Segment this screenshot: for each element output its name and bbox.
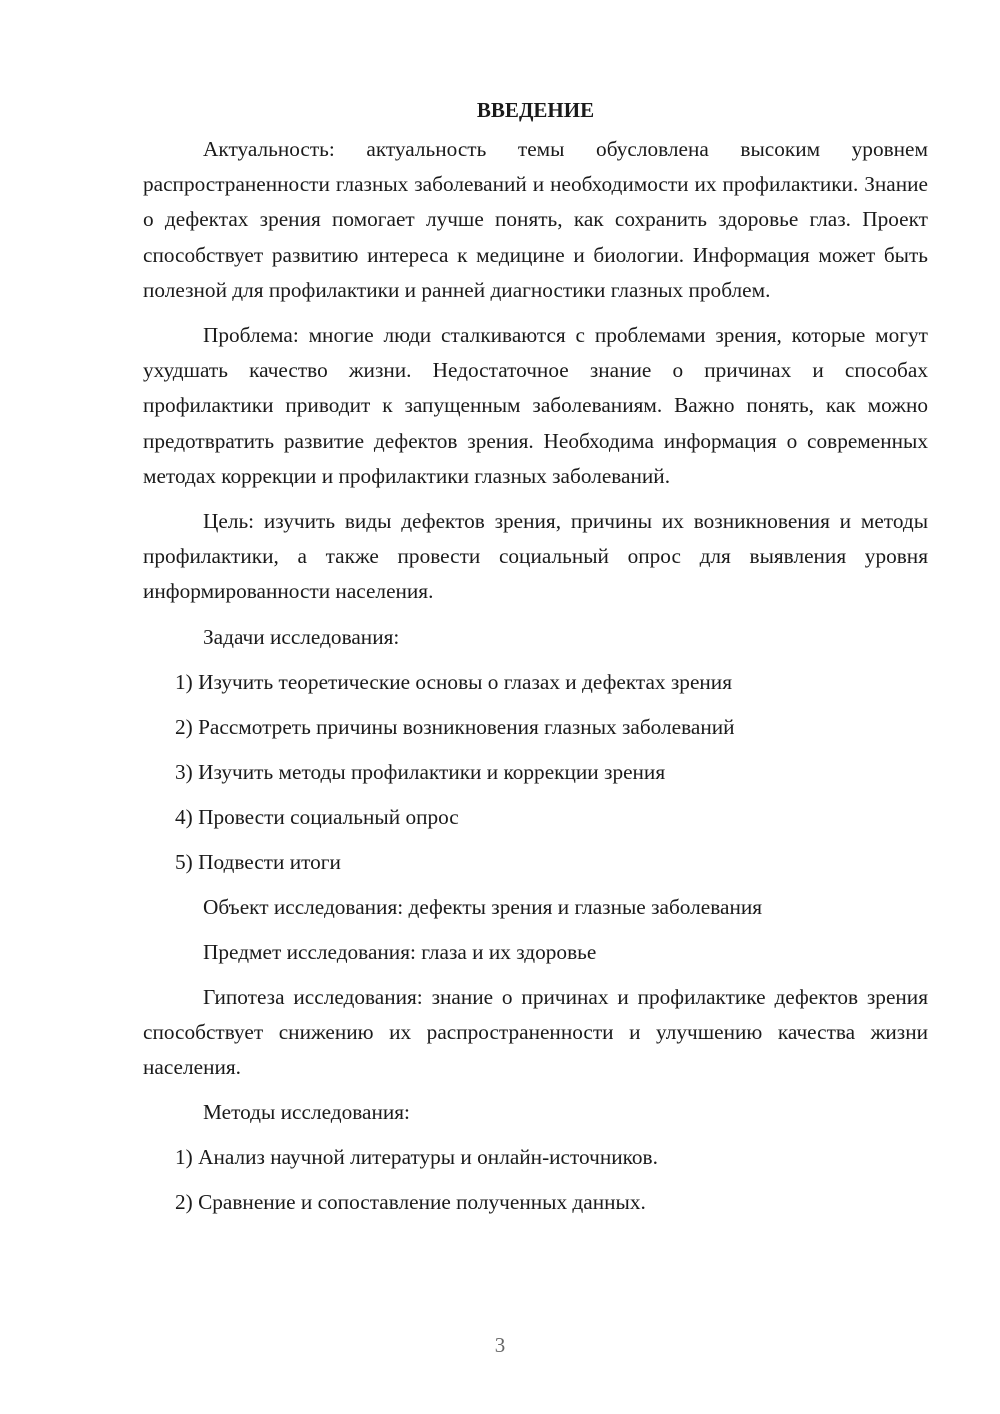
tasks-title: Задачи исследования: bbox=[203, 624, 400, 649]
research-subject: Предмет исследования: глаза и их здоровье bbox=[203, 939, 597, 964]
section-heading: ВВЕДЕНИЕ bbox=[476, 98, 595, 122]
task-item: 1) Изучить теоретические основы о глазах и дефектах зрения bbox=[175, 669, 732, 694]
goal-paragraph: Цель: изучить виды дефектов зрения, причины их возникновения и методы профилактики, а также провести социальный опрос для выявления уровня информированности населения. bbox=[143, 509, 928, 604]
task-item: 4) Провести социальный опрос bbox=[175, 804, 459, 829]
methods-title: Методы исследования: bbox=[203, 1100, 410, 1125]
method-item: 1) Анализ научной литературы и онлайн-источников. bbox=[175, 1145, 658, 1170]
method-item: 2) Сравнение и сопоставление полученных данных. bbox=[175, 1190, 646, 1215]
document-page bbox=[143, 93, 928, 1230]
problem-paragraph: Проблема: многие люди сталкиваются с проблемами зрения, которые могут ухудшать качество жизни. Недостаточное знание о причинах и способах профилактики приводит к запущенным заболеваниям. Важно понять, как можно предотвратить развитие дефектов зрения. Необходима информация о современных методах коррекции и профилактики глазных заболеваний. bbox=[143, 323, 928, 488]
research-object: Объект исследования: дефекты зрения и глазные заболевания bbox=[203, 894, 763, 919]
task-item: 5) Подвести итоги bbox=[175, 849, 341, 874]
relevance-paragraph: Актуальность: актуальность темы обусловлена высоким уровнем распространенности глазных заболеваний и необходимости их профилактики. Знание о дефектах зрения помогает лучше понять, как сохранить здоровье глаз. Проект способствует развитию интереса к медицине и биологии. Информация может быть полезной для профилактики и ранней диагностики глазных проблем. bbox=[143, 137, 928, 302]
hypothesis-paragraph: Гипотеза исследования: знание о причинах и профилактике дефектов зрения способствует снижению их распространенности и улучшению качества жизни населения. bbox=[143, 984, 928, 1080]
task-item: 3) Изучить методы профилактики и коррекции зрения bbox=[175, 759, 666, 784]
page-number: 3 bbox=[494, 1333, 506, 1357]
task-item: 2) Рассмотреть причины возникновения глазных заболеваний bbox=[175, 714, 735, 739]
